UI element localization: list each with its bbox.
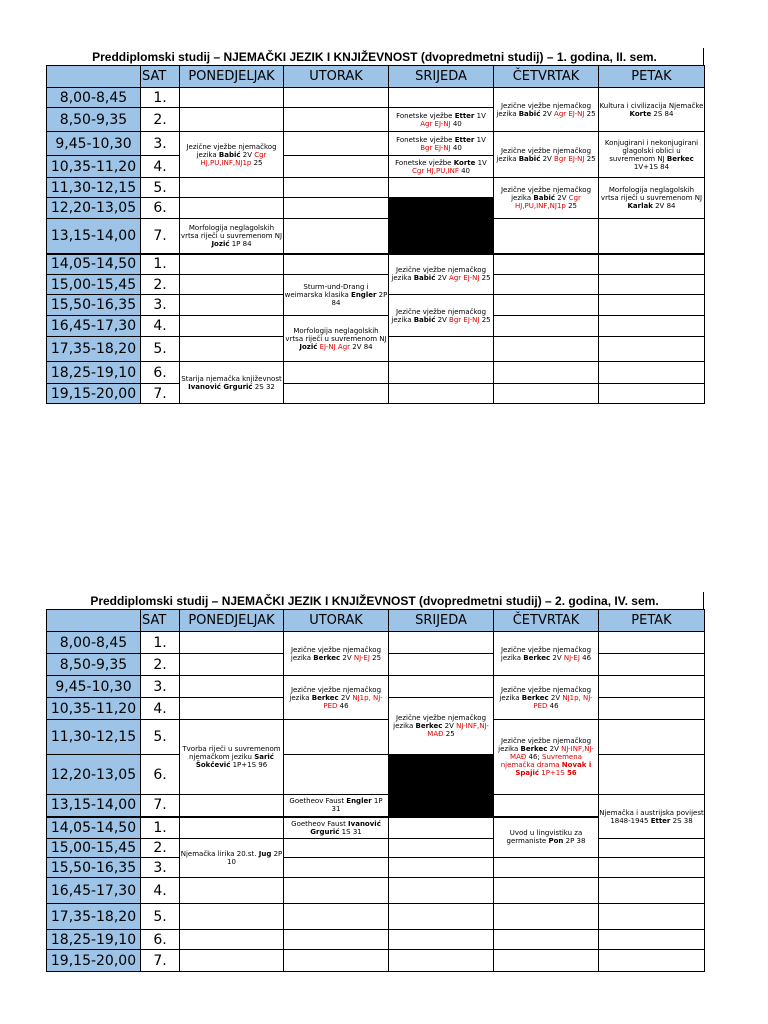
empty-cell: [494, 795, 599, 817]
empty-cell: [284, 858, 389, 878]
empty-cell: [180, 930, 284, 950]
empty-cell: [389, 337, 494, 362]
empty-cell: [599, 698, 705, 720]
class-cell: Fonetske vježbe Etter 1V Agr EJ-NJ 40: [389, 108, 494, 132]
empty-cell: [494, 337, 599, 362]
empty-cell: [599, 362, 705, 384]
empty-cell: [599, 904, 705, 930]
time-slot: 8,50-9,35: [47, 108, 141, 132]
empty-cell: [599, 930, 705, 950]
empty-cell: [389, 858, 494, 878]
header-wednesday: SRIJEDA: [389, 610, 494, 632]
header-tuesday: UTORAK: [284, 610, 389, 632]
class-cell: Jezične vježbe njemačkog jezika Berkec 2V NJ1p, NJ-PED 46: [284, 676, 389, 720]
class-cell: Jezične vježbe njemačkog jezika Babić 2V Agr EJ-NJ 25: [494, 88, 599, 132]
header-thursday: ČETVRTAK: [494, 610, 599, 632]
empty-cell: [599, 275, 705, 295]
class-cell: Konjugirani i nekonjugirani glagolski oblici u suvremenom NJ Berkec 1V+1S 84: [599, 132, 705, 178]
empty-cell: [284, 178, 389, 198]
schedule-1: [46, 48, 704, 404]
time-slot: 8,50-9,35: [47, 654, 141, 676]
class-cell: Goetheov Faust Ivanović Grgurić 1S 31: [284, 817, 389, 839]
empty-cell: [599, 316, 705, 337]
time-slot: 18,25-19,10: [47, 362, 141, 384]
empty-cell: [389, 362, 494, 384]
class-cell: Jezične vježbe njemačkog jezika Berkec 2V NJ-INF,NJ-MAĐ 25: [389, 698, 494, 755]
empty-cell: [494, 316, 599, 337]
empty-cell: [180, 198, 284, 219]
empty-cell: [180, 316, 284, 337]
period-number: 7.: [141, 795, 180, 817]
class-cell: Fonetske vježbe Korte 1V Cgr HJ,PU,INF 40: [389, 156, 494, 178]
class-cell: Goetheov Faust Engler 1P 31: [284, 795, 389, 817]
time-slot: 10,35-11,20: [47, 698, 141, 720]
empty-cell: [284, 904, 389, 930]
header-wednesday: SRIJEDA: [389, 66, 494, 88]
empty-cell: [284, 362, 389, 384]
time-slot: 9,45-10,30: [47, 132, 141, 156]
empty-cell: [180, 676, 284, 698]
period-number: 1.: [141, 88, 180, 108]
time-slot: 19,15-20,00: [47, 950, 141, 972]
period-number: 5.: [141, 337, 180, 362]
class-cell: Njemačka lirika 20.st. Jug 2P 10: [180, 839, 284, 878]
time-slot: 15,00-15,45: [47, 275, 141, 295]
period-number: 6.: [141, 755, 180, 795]
empty-cell: [389, 930, 494, 950]
period-number: 4.: [141, 316, 180, 337]
period-number: 6.: [141, 930, 180, 950]
empty-cell: [599, 720, 705, 755]
class-cell: Njemačka i austrijska povijest 1848-1945 Etter 2S 38: [599, 795, 705, 839]
empty-cell: [494, 878, 599, 904]
header-friday: PETAK: [599, 66, 705, 88]
empty-cell: [180, 275, 284, 295]
schedule-title: Preddiplomski studij – NJEMAČKI JEZIK I KNJIŽEVNOST (dvopredmetni studij) – 2. godina, IV. sem.: [46, 592, 704, 609]
time-slot: 15,00-15,45: [47, 839, 141, 858]
period-number: 7.: [141, 950, 180, 972]
schedule-2: [46, 592, 704, 972]
empty-cell: [494, 384, 599, 404]
time-slot: 17,35-18,20: [47, 337, 141, 362]
empty-cell: [180, 654, 284, 676]
class-cell: Starija njemačka književnost Ivanović Grgurić 2S 32: [180, 362, 284, 404]
empty-cell: [180, 878, 284, 904]
class-cell: Kultura i civilizacija Njemačke Korte 2S 84: [599, 88, 705, 132]
empty-cell: [284, 254, 389, 275]
empty-cell: [494, 362, 599, 384]
header-monday: PONEDJELJAK: [180, 66, 284, 88]
blocked-cell: [389, 198, 494, 254]
empty-cell: [284, 108, 389, 132]
empty-cell: [389, 178, 494, 198]
empty-cell: [180, 337, 284, 362]
period-number: 1.: [141, 817, 180, 839]
class-cell: Jezične vježbe njemačkog jezika Berkec 2V NJ-EJ 46: [494, 632, 599, 676]
empty-cell: [599, 676, 705, 698]
period-number: 2.: [141, 275, 180, 295]
period-number: 6.: [141, 198, 180, 219]
time-slot: 12,20-13,05: [47, 755, 141, 795]
class-cell: Morfologija neglagolskih vrtsa riječi u suvremenom NJ Jozić 1P 84: [180, 219, 284, 254]
empty-cell: [284, 219, 389, 254]
class-cell: Jezične vježbe njemačkog jezika Berkec 2V NJ1p, NJ-PED 46: [494, 676, 599, 720]
empty-cell: [389, 817, 494, 839]
period-number: 3.: [141, 858, 180, 878]
header-sat: SAT: [141, 66, 180, 88]
empty-cell: [284, 755, 389, 795]
empty-cell: [599, 878, 705, 904]
time-slot: 9,45-10,30: [47, 676, 141, 698]
empty-cell: [180, 795, 284, 817]
schedule-title: Preddiplomski studij – NJEMAČKI JEZIK I KNJIŽEVNOST (dvopredmetni studij) – 1. godina, II. sem.: [46, 48, 704, 65]
empty-cell: [180, 88, 284, 108]
empty-cell: [389, 632, 494, 654]
period-number: 7.: [141, 219, 180, 254]
empty-cell: [180, 632, 284, 654]
empty-cell: [494, 275, 599, 295]
time-slot: 15,50-16,35: [47, 858, 141, 878]
class-cell: Sturm-und-Drang i weimarska klasika Engler 2P 84: [284, 275, 389, 316]
period-number: 4.: [141, 698, 180, 720]
time-slot: 10,35-11,20: [47, 156, 141, 178]
period-number: 4.: [141, 156, 180, 178]
empty-cell: [494, 219, 599, 254]
empty-cell: [284, 132, 389, 156]
class-cell: Fonetske vježbe Etter 1V Bgr EJ-NJ 40: [389, 132, 494, 156]
period-number: 2.: [141, 654, 180, 676]
empty-cell: [389, 904, 494, 930]
empty-cell: [180, 108, 284, 132]
class-cell: Jezične vježbe njemačkog jezika Berkec 2V NJ-INF,NJ-MAĐ 46; Suvremena njemačka drama Novak i Spajić 1P+1S 56: [494, 720, 599, 795]
time-slot: 16,45-17,30: [47, 878, 141, 904]
empty-cell: [599, 254, 705, 275]
period-number: 4.: [141, 878, 180, 904]
empty-cell: [389, 839, 494, 858]
time-slot: 17,35-18,20: [47, 904, 141, 930]
empty-cell: [494, 904, 599, 930]
class-cell: Jezične vježbe njemačkog jezika Babić 2V Bgr EJ-NJ 25: [494, 132, 599, 178]
time-slot: 18,25-19,10: [47, 930, 141, 950]
period-number: 3.: [141, 295, 180, 316]
time-slot: 8,00-8,45: [47, 88, 141, 108]
empty-cell: [494, 254, 599, 275]
empty-cell: [284, 950, 389, 972]
empty-cell: [284, 384, 389, 404]
period-number: 3.: [141, 132, 180, 156]
period-number: 5.: [141, 178, 180, 198]
time-slot: 12,20-13,05: [47, 198, 141, 219]
time-slot: 19,15-20,00: [47, 384, 141, 404]
class-cell: Jezične vježbe njemačkog jezika Babić 2V Cgr HJ,PU,INF,NJ1p 25: [494, 178, 599, 219]
timetable: [46, 609, 705, 972]
time-slot: 8,00-8,45: [47, 632, 141, 654]
header-thursday: ČETVRTAK: [494, 66, 599, 88]
empty-cell: [180, 904, 284, 930]
class-cell: Jezične vježbe njemačkog jezika Babić 2V Agr EJ-NJ 25: [389, 254, 494, 295]
period-number: 2.: [141, 108, 180, 132]
empty-cell: [284, 198, 389, 219]
empty-cell: [180, 295, 284, 316]
header-time: [47, 66, 141, 88]
empty-cell: [180, 254, 284, 275]
header-tuesday: UTORAK: [284, 66, 389, 88]
period-number: 3.: [141, 676, 180, 698]
empty-cell: [389, 384, 494, 404]
period-number: 1.: [141, 632, 180, 654]
empty-cell: [599, 858, 705, 878]
empty-cell: [284, 720, 389, 755]
empty-cell: [284, 156, 389, 178]
class-cell: Uvod u lingvistiku za germaniste Pon 2P 38: [494, 817, 599, 858]
time-slot: 16,45-17,30: [47, 316, 141, 337]
empty-cell: [284, 839, 389, 858]
empty-cell: [599, 384, 705, 404]
empty-cell: [494, 930, 599, 950]
time-slot: 11,30-12,15: [47, 178, 141, 198]
empty-cell: [599, 950, 705, 972]
class-cell: Morfologija neglagolskih vrtsa riječi u suvremenom NJ Jozić EJ-NJ Agr 2V 84: [284, 316, 389, 362]
time-slot: 13,15-14,00: [47, 795, 141, 817]
empty-cell: [284, 930, 389, 950]
empty-cell: [284, 878, 389, 904]
header-sat: SAT: [141, 610, 180, 632]
period-number: 5.: [141, 904, 180, 930]
empty-cell: [389, 654, 494, 676]
time-slot: 15,50-16,35: [47, 295, 141, 316]
empty-cell: [599, 632, 705, 654]
empty-cell: [389, 676, 494, 698]
empty-cell: [599, 337, 705, 362]
empty-cell: [180, 817, 284, 839]
empty-cell: [599, 654, 705, 676]
empty-cell: [494, 858, 599, 878]
empty-cell: [180, 178, 284, 198]
empty-cell: [599, 839, 705, 858]
blocked-cell: [389, 755, 494, 817]
time-slot: 14,05-14,50: [47, 254, 141, 275]
empty-cell: [180, 950, 284, 972]
header-friday: PETAK: [599, 610, 705, 632]
empty-cell: [284, 88, 389, 108]
class-cell: Tvorba riječi u suvremenom njemačkom jeziku Sarić Šokčević 1P+1S 96: [180, 720, 284, 795]
time-slot: 14,05-14,50: [47, 817, 141, 839]
period-number: 5.: [141, 720, 180, 755]
empty-cell: [389, 88, 494, 108]
class-cell: Morfologija neglagolskih vrtsa riječi u suvremenom NJ Karlak 2V 84: [599, 178, 705, 219]
time-slot: 13,15-14,00: [47, 219, 141, 254]
time-slot: 11,30-12,15: [47, 720, 141, 755]
class-cell: Jezične vježbe njemačkog jezika Babić 2V Bgr EJ-NJ 25: [389, 295, 494, 337]
empty-cell: [599, 219, 705, 254]
empty-cell: [180, 698, 284, 720]
class-cell: Jezične vježbe njemačkog jezika Babić 2V Cgr HJ,PU,INF,NJ1p 25: [180, 132, 284, 178]
empty-cell: [389, 950, 494, 972]
empty-cell: [389, 878, 494, 904]
period-number: 7.: [141, 384, 180, 404]
header-time: [47, 610, 141, 632]
empty-cell: [494, 295, 599, 316]
class-cell: Jezične vježbe njemačkog jezika Berkec 2V NJ-EJ 25: [284, 632, 389, 676]
header-monday: PONEDJELJAK: [180, 610, 284, 632]
period-number: 2.: [141, 839, 180, 858]
period-number: 1.: [141, 254, 180, 275]
empty-cell: [599, 295, 705, 316]
empty-cell: [599, 755, 705, 795]
period-number: 6.: [141, 362, 180, 384]
timetable: [46, 65, 705, 404]
empty-cell: [494, 950, 599, 972]
